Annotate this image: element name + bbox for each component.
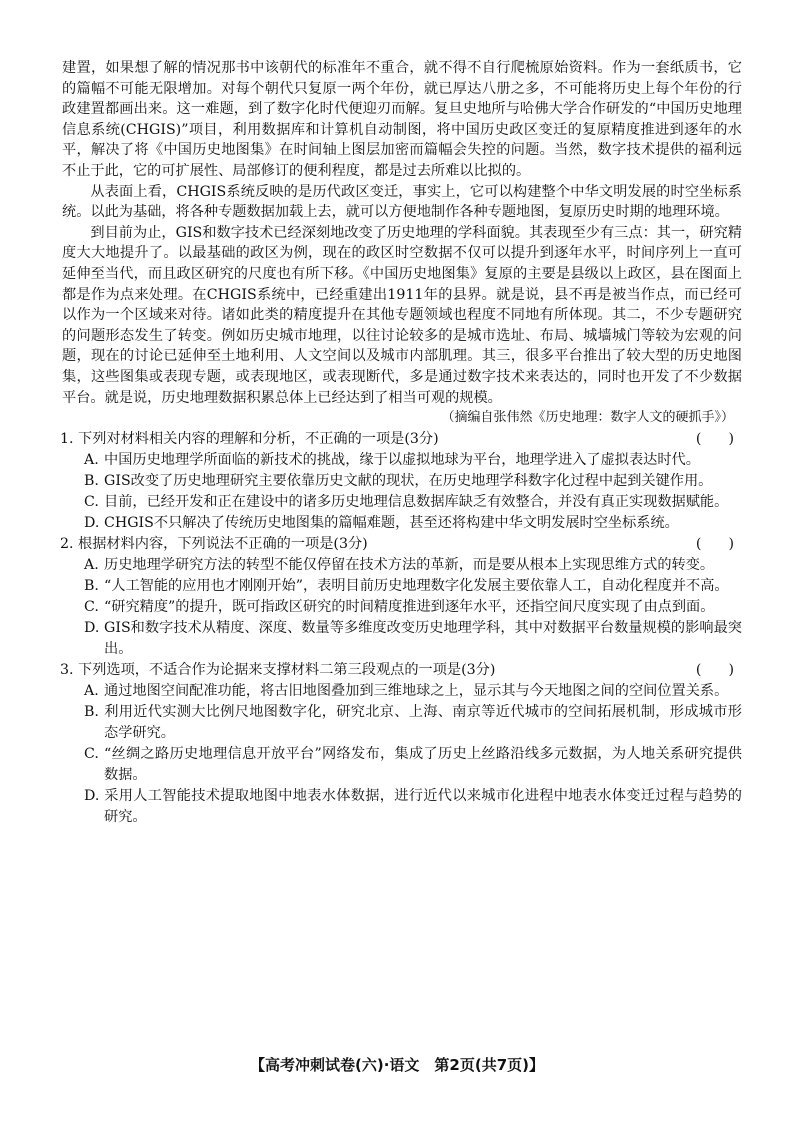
option-text: 中国历史地理学所面临的新技术的挑战，缘于以虚拟地球为平台，地理学进入了虚拟表达时代。 bbox=[104, 451, 700, 468]
question-stem bbox=[60, 660, 742, 681]
option-letter: D. bbox=[84, 619, 100, 636]
question-stem bbox=[60, 534, 742, 555]
option-b bbox=[62, 576, 742, 597]
option-b bbox=[62, 702, 742, 744]
option-letter: A. bbox=[84, 451, 99, 468]
option-a bbox=[62, 555, 742, 576]
question-text: 1. 下列对材料相关内容的理解和分析，不正确的一项是(3分) bbox=[60, 430, 439, 447]
option-text: 目前，已经开发和正在建设中的诸多历史地理信息数据库缺乏有效整合，并没有真正实现数据赋能。 bbox=[104, 493, 729, 510]
option-letter: D. bbox=[84, 787, 100, 804]
option-text: GIS改变了历史地理研究主要依靠历史文献的现状，在历史地理学科数字化过程中起到关键作用。 bbox=[104, 472, 713, 489]
option-a bbox=[62, 681, 742, 702]
question-stem bbox=[60, 429, 742, 450]
option-letter: A. bbox=[84, 556, 99, 573]
question-3 bbox=[62, 660, 742, 828]
option-text: “研究精度”的提升，既可指政区研究的时间精度推进到逐年水平，还指空间尺度实现了由点到面。 bbox=[104, 598, 715, 615]
option-text: 采用人工智能技术提取地图中地表水体数据，进行近代以来城市化进程中地表水体变迁过程与趋势的研究。 bbox=[104, 787, 742, 825]
passage-paragraph-2: 从表面上看，CHGIS系统反映的是历代政区变迁，事实上，它可以构建整个中华文明发展的时空坐标系统。以此为基础，将各种专题数据加载上去，就可以方便地制作各种专题地图，复原历史时期的地理环境。 bbox=[62, 183, 742, 221]
option-d bbox=[62, 513, 742, 534]
option-text: 通过地图空间配准功能，将古旧地图叠加到三维地球之上，显示其与今天地图之间的空间位置关系。 bbox=[104, 682, 729, 699]
reading-passage bbox=[62, 58, 742, 429]
option-d bbox=[62, 618, 742, 660]
option-letter: B. bbox=[84, 703, 99, 720]
option-letter: D. bbox=[84, 514, 100, 531]
option-b bbox=[62, 471, 742, 492]
option-a bbox=[62, 450, 742, 471]
option-text: 利用近代实测大比例尺地图数字化，研究北京、上海、南京等近代城市的空间拓展机制，形成城市形态学研究。 bbox=[104, 703, 742, 741]
question-text: 3. 下列选项，不适合作为论据来支撑材料二第三段观点的一项是(3分) bbox=[60, 661, 496, 678]
option-c bbox=[62, 744, 742, 786]
option-c bbox=[62, 597, 742, 618]
option-text: “丝绸之路历史地理信息开放平台”网络发布，集成了历史上丝路沿线多元数据，为人地关系研究提供数据。 bbox=[104, 745, 742, 783]
answer-parentheses: ( ) bbox=[695, 661, 734, 678]
question-text: 2. 根据材料内容，下列说法不正确的一项是(3分) bbox=[60, 535, 368, 552]
passage-source: （摘编自张伟然《历史地理：数字人文的硬抓手》） bbox=[441, 410, 734, 426]
option-text: “人工智能的应用也才刚刚开始”，表明目前历史地理数字化发展主要依靠人工，自动化程度并不高。 bbox=[104, 577, 729, 594]
option-letter: B. bbox=[84, 472, 99, 489]
option-text: 历史地理学研究方法的转型不能仅停留在技术方法的革新，而是要从根本上实现思维方式的转变。 bbox=[104, 556, 715, 573]
page-footer: 【高考冲刺试卷(六)·语文 第2页(共7页)】 bbox=[250, 1056, 544, 1074]
option-text: CHGIS不只解决了传统历史地图集的篇幅难题，甚至还将构建中华文明发展时空坐标系统。 bbox=[104, 514, 679, 531]
option-text: GIS和数字技术从精度、深度、数量等多维度改变历史地理学科，其中对数据平台数量规模的影响最突出。 bbox=[104, 619, 742, 657]
option-letter: C. bbox=[84, 745, 99, 762]
answer-parentheses: ( ) bbox=[695, 430, 734, 447]
option-letter: C. bbox=[84, 598, 99, 615]
question-2 bbox=[62, 534, 742, 660]
passage-paragraph-1: 建置，如果想了解的情况那书中该朝代的标准年不重合，就不得不自行爬梳原始资料。作为一套纸质书，它的篇幅不可能无限增加。对每个朝代只复原一两个年份，就已厚达八册之多，不可能将历史上每个年份的行政建置都画出来。这一难题，到了数字化时代便迎刃而解。复旦史地所与哈佛大学合作研发的“中国历史地理信息系统(CHGIS)”项目，利用数据库和计算机自动制图，将中国历史政区变迁的复原精度推进到逐年的水平，解决了将《中国历史地图集》在时间轴上图层加密而篇幅会失控的问题。当然，数字技术提供的福利远不止于此，它的可扩展性、局部修订的便利程度，都是过去所难以比拟的。 bbox=[62, 60, 742, 179]
question-1 bbox=[62, 429, 742, 534]
option-letter: A. bbox=[84, 682, 99, 699]
option-d bbox=[62, 786, 742, 828]
passage-paragraph-3: 到目前为止，GIS和数字技术已经深刻地改变了历史地理的学科面貌。其表现至少有三点：其一，研究精度大大地提升了。以最基础的政区为例，现在的政区时空数据不仅可以提升到逐年水平，时间序列上一直可延伸至当代，而且政区研究的尺度也有所下移。《中国历史地图集》复原的主要是县级以上政区，县在图面上都是作为点来处理。在CHGIS系统中，已经重建出1911年的县界。就是说，县不再是被当作点，而已经可以作为一个区域来对待。诸如此类的精度提升在其他专题领域也程度不同地有所体现。其二，不少专题研究的问题形态发生了转变。例如历史城市地理，以往讨论较多的是城市选址、布局、城墙城门等较为宏观的问题，现在的讨论已延伸至土地利用、人文空间以及城市内部肌理。其三，很多平台推出了较大型的历史地图集，这些图集或表现专题，或表现地区，或表现断代，多是通过数字技术来表达的，同时也开发了不少数据平台。就是说，历史地理数据积累总体上已经达到了相当可观的规模。 bbox=[62, 224, 742, 406]
option-letter: C. bbox=[84, 493, 99, 510]
option-c bbox=[62, 492, 742, 513]
answer-parentheses: ( ) bbox=[695, 535, 734, 552]
option-letter: B. bbox=[84, 577, 99, 594]
